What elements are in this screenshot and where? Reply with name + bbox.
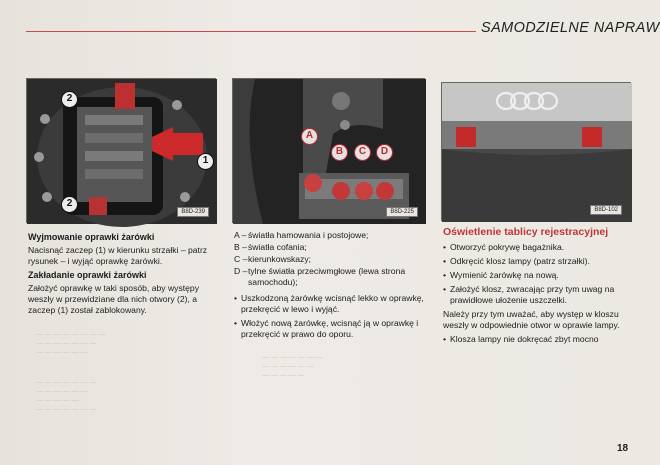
figure-plate-lights (441, 82, 631, 221)
legend-item-B: B – światła cofania; (234, 242, 307, 252)
bullet-item: • Wymienić żarówkę na nową. (443, 270, 559, 280)
column-rear-lights (234, 230, 430, 343)
figure-rear-lights (232, 78, 425, 223)
legend-item-A: A – światła hamowania i postojowe; (234, 230, 369, 240)
figure-bulb-holder (26, 78, 216, 223)
callout-B: B (331, 144, 348, 161)
heading-installation: Zakładanie oprawki żarówki (28, 270, 147, 280)
header-rule (26, 31, 476, 32)
bullet-item: • Założyć klosz, zwracając przy tym uwag na prawidłowe ułożenie uszczelki. (443, 284, 615, 305)
bleed-through-text: — — — — — — — — — — — — — — — — — — — — — (36, 331, 106, 356)
bullet-item: • Włożyć nową żarówkę, wcisnąć ją w oprawkę i przekręcić w prawo do oporu. (234, 318, 419, 339)
bleed-through-text: — — — — — — — — — — — — — — — — — — — — — — — — — (36, 379, 97, 413)
callout-2-top: 2 (61, 91, 78, 108)
callout-C: C (354, 144, 371, 161)
rear-lights-illustration (233, 79, 426, 224)
section-title: SAMODZIELNE NAPRAW (481, 20, 660, 36)
bullet-item: • Uszkodzoną żarówkę wcisnąć lekko w oprawkę, przekręcić w lewo i wyjąć. (234, 293, 424, 314)
callout-1: 1 (197, 153, 214, 170)
bleed-through-text: — — — — — — — — — — — — — — — — — — (262, 354, 323, 379)
trunk-lid-illustration (442, 83, 632, 222)
bullet-item: • Klosza lampy nie dokręcać zbyt mocno (443, 334, 599, 344)
paragraph-installation: Założyć oprawkę w taki sposób, aby występy weszły w przewidziane dla nich otwory (2), a zaczep (1) został zablokowany. (28, 283, 199, 315)
legend-item-C: C – kierunkowskazy; (234, 254, 312, 264)
column-bulb-holder (28, 232, 218, 319)
figure-code: B8D-239 (177, 207, 209, 217)
note-paragraph: Należy przy tym uważać, aby występ w kloszu weszły w odpowiednie otwor w oprawie lampy. (443, 309, 620, 330)
bullet-item: • Odkręcić klosz lampy (patrz strzałki). (443, 256, 590, 266)
bullet-item: • Otworzyć pokrywę bagażnika. (443, 242, 565, 252)
callout-A: A (301, 128, 318, 145)
figure-code: B8D-225 (386, 207, 418, 217)
bulb-holder-illustration (27, 79, 217, 224)
page-number: 18 (617, 443, 629, 454)
heading-removal: Wyjmowanie oprawki żarówki (28, 232, 155, 242)
callout-D: D (376, 144, 393, 161)
paragraph-removal: Nacisnąć zaczep (1) w kierunku strzałki – patrz rysunek – i wyjąć oprawkę żarówki. (28, 245, 208, 266)
legend-item-D: D – tylne światła przeciwmgłowe (lewa strona samochodu); (234, 266, 406, 287)
heading-plate-lights: Oświetlenie tablicy rejestracyjnej (443, 226, 609, 238)
callout-2-bottom: 2 (61, 196, 78, 213)
column-plate-lights (443, 227, 629, 348)
figure-code: B8D-102 (590, 205, 622, 215)
